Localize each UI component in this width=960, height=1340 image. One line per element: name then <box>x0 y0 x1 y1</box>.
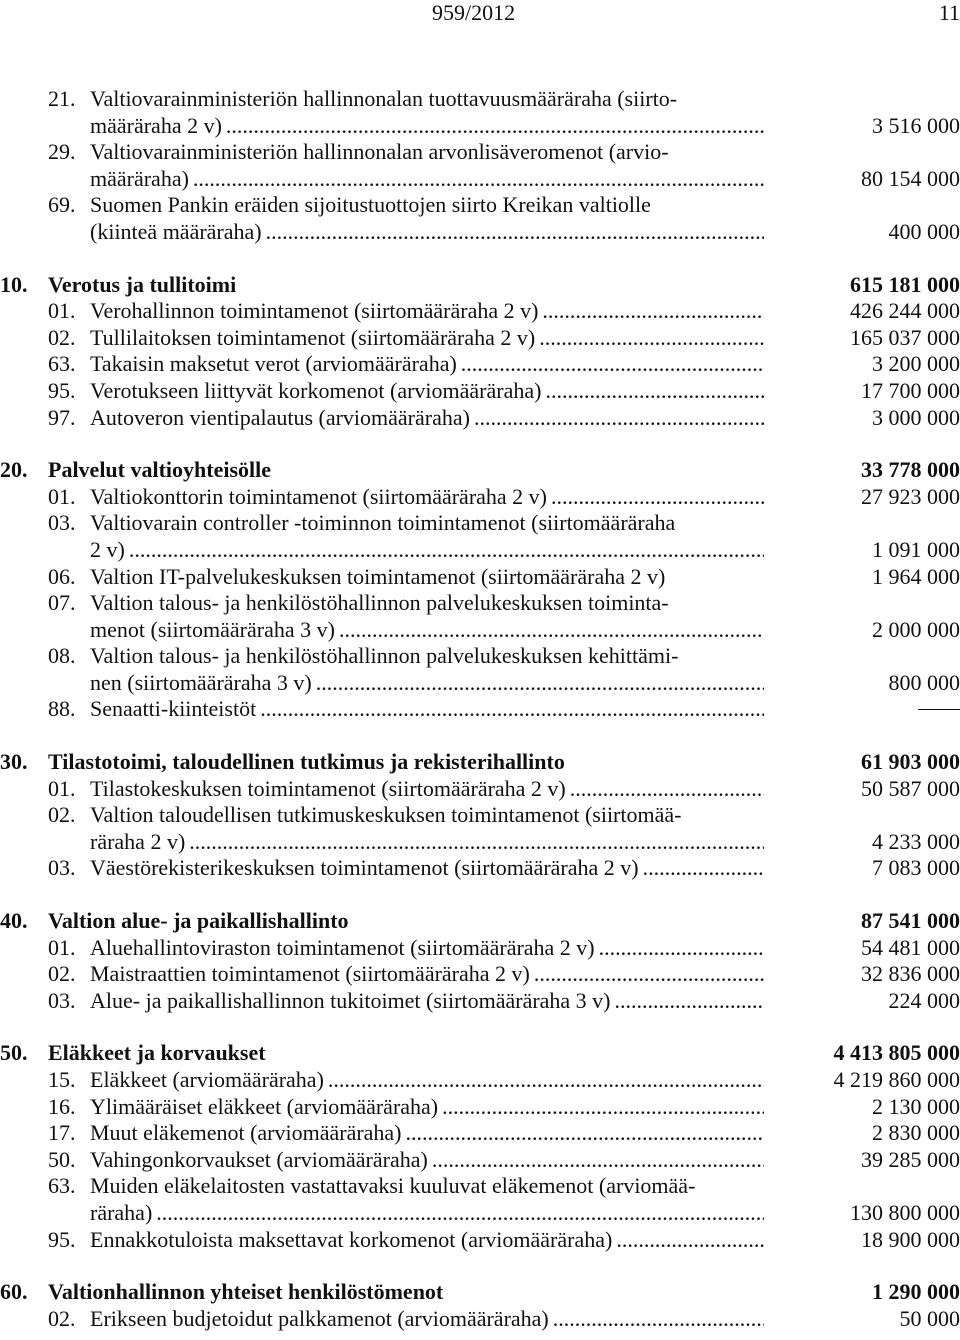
item-code: 63. <box>48 351 76 377</box>
item-text: Verohallinnon toimintamenot (siirtomääräraha 2 v) <box>90 298 539 324</box>
item-amount: 224 000 <box>888 987 960 1013</box>
item-text: Muiden eläkelaitosten vastattavaksi kuuluvat eläkemenot (arviomää- <box>90 1173 696 1199</box>
item-text-with-leader <box>90 696 764 723</box>
dot-leader <box>553 1306 764 1333</box>
item-text-with-leader <box>90 1120 764 1147</box>
dot-leader <box>542 298 764 325</box>
section-spacer <box>0 882 960 908</box>
item-text-with-leader <box>90 988 764 1015</box>
section-heading <box>0 1040 960 1067</box>
document-number: 959/2012 <box>432 0 516 25</box>
section-heading <box>0 908 960 935</box>
item-text-with-leader <box>90 1094 764 1121</box>
section-spacer <box>0 723 960 749</box>
dot-leader <box>442 1094 764 1121</box>
section-spacer <box>0 431 960 457</box>
dot-leader <box>156 1200 764 1227</box>
item-code: 50. <box>48 1146 76 1172</box>
item-text: Muut eläkemenot (arviomääräraha) <box>90 1120 402 1146</box>
section-heading <box>0 457 960 484</box>
section-heading <box>0 749 960 776</box>
item-amount: 2 000 000 <box>872 616 960 642</box>
item-text-with-leader <box>90 378 764 405</box>
section-spacer <box>0 246 960 272</box>
budget-item-line <box>0 670 960 697</box>
item-code: 21. <box>48 86 76 111</box>
item-code: 02. <box>48 324 76 350</box>
budget-item-line <box>0 219 960 246</box>
item-text-with-leader <box>90 1227 764 1254</box>
item-code: 16. <box>48 1093 76 1119</box>
budget-item-line <box>0 988 960 1015</box>
budget-item-line <box>0 351 960 378</box>
dot-leader <box>328 1067 764 1094</box>
dot-leader <box>129 537 764 564</box>
budget-item-line <box>0 1067 960 1094</box>
item-code: 03. <box>48 510 76 536</box>
dot-leader <box>615 988 764 1015</box>
item-code: 15. <box>48 1067 76 1092</box>
budget-item-line <box>0 1147 960 1174</box>
section-amount: 33 778 000 <box>861 457 960 483</box>
section-heading <box>0 272 960 299</box>
item-code: 06. <box>48 563 76 589</box>
budget-item-line <box>0 537 960 564</box>
item-text: Takaisin maksetut verot (arviomääräraha) <box>90 351 457 377</box>
dot-leader <box>316 670 764 697</box>
budget-item-line <box>0 935 960 962</box>
budget-item-line <box>0 1306 960 1333</box>
dot-leader <box>539 325 764 352</box>
item-text-with-leader <box>90 670 764 697</box>
item-amount: 1 964 000 <box>872 563 960 589</box>
budget-item-line <box>0 166 960 193</box>
budget-item-line <box>0 484 960 511</box>
item-text: Valtion taloudellisen tutkimuskeskuksen toimintamenot (siirtomää- <box>90 802 682 828</box>
item-code: 01. <box>48 775 76 801</box>
item-text: Ennakkotuloista maksettavat korkomenot (arviomääräraha) <box>90 1226 613 1252</box>
item-text: Väestörekisterikeskuksen toimintamenot (siirtomääräraha 2 v) <box>90 855 639 881</box>
budget-table <box>0 86 960 1332</box>
item-text: Valtiovarain controller -toiminnon toimintamenot (siirtomääräraha <box>90 510 676 536</box>
section-title: Eläkkeet ja korvaukset <box>48 1040 266 1066</box>
item-text: Valtiokonttorin toimintamenot (siirtomääräraha 2 v) <box>90 483 547 509</box>
item-text: Suomen Pankin eräiden sijoitustuottojen siirto Kreikan valtiolle <box>90 192 651 218</box>
budget-item-line <box>0 696 960 723</box>
dot-leader <box>260 696 764 723</box>
budget-item-line <box>0 510 960 537</box>
budget-item-line <box>0 802 960 829</box>
item-code: 95. <box>48 377 76 403</box>
item-amount: 1 091 000 <box>872 536 960 562</box>
item-text-with-leader <box>90 351 764 378</box>
item-text: Valtion talous- ja henkilöstöhallinnon palvelukeskuksen toiminta- <box>90 590 669 616</box>
item-code: 07. <box>48 590 76 616</box>
item-text: Erikseen budjetoidut palkkamenot (arviomääräraha) <box>90 1305 549 1331</box>
section-title: Valtionhallinnon yhteiset henkilöstömenot <box>48 1279 444 1305</box>
item-amount: 130 800 000 <box>850 1199 960 1225</box>
item-text: nen (siirtomääräraha 3 v) <box>90 669 312 695</box>
item-code: 97. <box>48 404 76 430</box>
item-text-with-leader <box>90 935 764 962</box>
item-code: 29. <box>48 139 76 165</box>
item-text: (kiinteä määräraha) <box>90 218 262 244</box>
item-text: Verotukseen liittyvät korkomenot (arviomääräraha) <box>90 377 542 403</box>
dot-leader <box>570 776 764 803</box>
item-amount: 3 200 000 <box>872 351 960 377</box>
dot-leader <box>534 961 764 988</box>
item-text-with-leader <box>90 961 764 988</box>
section-title: Tilastotoimi, taloudellinen tutkimus ja rekisterihallinto <box>48 749 565 775</box>
item-amount: 4 219 860 000 <box>833 1067 960 1092</box>
item-text: Valtion IT-palvelukeskuksen toimintamenot (siirtomääräraha 2 v) <box>90 563 666 589</box>
dot-leader <box>643 855 764 882</box>
budget-item-line <box>0 855 960 882</box>
item-text: 2 v) <box>90 536 125 562</box>
item-amount: 2 830 000 <box>872 1120 960 1146</box>
item-text: menot (siirtomääräraha 3 v) <box>90 616 335 642</box>
budget-item-line <box>0 590 960 617</box>
item-text-with-leader <box>90 1306 764 1333</box>
budget-item-line <box>0 617 960 644</box>
item-code: 02. <box>48 802 76 828</box>
item-code: 63. <box>48 1173 76 1199</box>
dot-leader <box>406 1120 764 1147</box>
dot-leader <box>432 1147 764 1174</box>
item-text: Ylimääräiset eläkkeet (arviomääräraha) <box>90 1093 439 1119</box>
section-code: 10. <box>0 271 28 297</box>
section-code: 20. <box>0 457 28 483</box>
dot-leader <box>599 935 764 962</box>
item-code: 88. <box>48 696 76 722</box>
budget-item-line <box>0 961 960 988</box>
item-text-with-leader <box>90 219 764 246</box>
section-code: 30. <box>0 749 28 775</box>
no-amount-dash <box>918 709 960 710</box>
item-text: määräraha 2 v) <box>90 112 222 138</box>
budget-item-line <box>0 86 960 113</box>
section-title: Verotus ja tullitoimi <box>48 271 237 297</box>
item-text: Vahingonkorvaukset (arviomääräraha) <box>90 1146 428 1172</box>
item-amount: 426 244 000 <box>850 298 960 324</box>
budget-item-line <box>0 829 960 856</box>
item-amount: 54 481 000 <box>861 934 960 960</box>
item-text-with-leader <box>90 855 764 882</box>
item-text: Maistraattien toimintamenot (siirtomääräraha 2 v) <box>90 961 530 987</box>
section-amount: 615 181 000 <box>850 271 960 297</box>
item-amount: 32 836 000 <box>861 961 960 987</box>
item-text: Valtiovarainministeriön hallinnonalan arvonlisäveromenot (arvio- <box>90 139 669 165</box>
dot-leader <box>474 405 764 432</box>
item-text-with-leader <box>90 484 764 511</box>
item-text: Eläkkeet (arviomääräraha) <box>90 1067 324 1092</box>
page-number: 11 <box>938 0 960 25</box>
item-text: Alue- ja paikallishallinnon tukitoimet (siirtomääräraha 3 v) <box>90 987 611 1013</box>
item-amount: 400 000 <box>888 218 960 244</box>
item-amount: 39 285 000 <box>861 1146 960 1172</box>
item-code: 17. <box>48 1120 76 1146</box>
dot-leader <box>616 1227 764 1254</box>
item-code: 01. <box>48 934 76 960</box>
dot-leader <box>226 113 764 140</box>
item-text: räraha 2 v) <box>90 828 186 854</box>
item-text: Autoveron vientipalautus (arviomääräraha) <box>90 404 470 430</box>
item-amount: 2 130 000 <box>872 1093 960 1119</box>
dot-leader <box>339 617 764 644</box>
item-text-with-leader <box>90 537 764 564</box>
item-text: Valtiovarainministeriön hallinnonalan tuottavuusmääräraha (siirto- <box>90 86 678 111</box>
section-code: 40. <box>0 908 28 934</box>
dot-leader <box>189 829 764 856</box>
section-amount: 1 290 000 <box>872 1279 960 1305</box>
item-amount: 17 700 000 <box>861 377 960 403</box>
item-amount: 80 154 000 <box>861 165 960 191</box>
budget-item-line <box>0 776 960 803</box>
item-text: Tilastokeskuksen toimintamenot (siirtomääräraha 2 v) <box>90 775 566 801</box>
item-text-with-leader <box>90 617 764 644</box>
budget-item-line <box>0 1200 960 1227</box>
item-text: Senaatti-kiinteistöt <box>90 696 257 722</box>
item-code: 95. <box>48 1226 76 1252</box>
dot-leader <box>266 219 764 246</box>
budget-item-line <box>0 1120 960 1147</box>
budget-item-line <box>0 192 960 219</box>
budget-item-line <box>0 1227 960 1254</box>
item-code: 03. <box>48 855 76 881</box>
dot-leader <box>461 351 764 378</box>
section-heading <box>0 1279 960 1306</box>
budget-item-line <box>0 325 960 352</box>
item-amount: 27 923 000 <box>861 483 960 509</box>
section-amount: 87 541 000 <box>861 908 960 934</box>
section-spacer <box>0 1014 960 1040</box>
section-title: Valtion alue- ja paikallishallinto <box>48 908 349 934</box>
budget-item-line <box>0 139 960 166</box>
item-amount: 50 000 <box>899 1305 960 1331</box>
dot-leader <box>193 166 764 193</box>
item-amount: 3 000 000 <box>872 404 960 430</box>
item-text: Valtion talous- ja henkilöstöhallinnon palvelukeskuksen kehittämi- <box>90 643 679 669</box>
budget-item-line <box>0 1173 960 1200</box>
budget-item-line <box>0 378 960 405</box>
section-spacer <box>0 1253 960 1279</box>
page-header <box>0 0 960 30</box>
item-code: 01. <box>48 298 76 324</box>
dot-leader <box>551 484 764 511</box>
item-code: 02. <box>48 961 76 987</box>
item-text-with-leader <box>90 1067 764 1094</box>
item-text-with-leader <box>90 405 764 432</box>
item-code: 02. <box>48 1305 76 1331</box>
item-code: 03. <box>48 987 76 1013</box>
item-text: määräraha) <box>90 165 189 191</box>
item-code: 01. <box>48 483 76 509</box>
item-text-with-leader <box>90 829 764 856</box>
item-amount: 3 516 000 <box>872 112 960 138</box>
section-code: 60. <box>0 1279 28 1305</box>
budget-item-line <box>0 643 960 670</box>
section-amount: 61 903 000 <box>861 749 960 775</box>
item-amount: 165 037 000 <box>850 324 960 350</box>
budget-item-line <box>0 405 960 432</box>
item-text: Tullilaitoksen toimintamenot (siirtomääräraha 2 v) <box>90 324 536 350</box>
item-text-with-leader <box>90 298 764 325</box>
budget-item-line <box>0 564 960 591</box>
item-text-with-leader <box>90 776 764 803</box>
item-code: 08. <box>48 643 76 669</box>
item-text-with-leader <box>90 325 764 352</box>
item-text: räraha) <box>90 1199 153 1225</box>
budget-item-line <box>0 113 960 140</box>
budget-item-line <box>0 1094 960 1121</box>
item-amount: 4 233 000 <box>872 828 960 854</box>
section-title: Palvelut valtioyhteisölle <box>48 457 272 483</box>
item-text-with-leader <box>90 113 764 140</box>
budget-item-line <box>0 298 960 325</box>
item-amount: 18 900 000 <box>861 1226 960 1252</box>
item-text: Aluehallintoviraston toimintamenot (siirtomääräraha 2 v) <box>90 934 595 960</box>
item-text-with-leader <box>90 166 764 193</box>
section-code: 50. <box>0 1040 28 1066</box>
item-amount: 7 083 000 <box>872 855 960 881</box>
item-text-with-leader <box>90 1200 764 1227</box>
item-amount: 800 000 <box>888 669 960 695</box>
item-text-with-leader <box>90 1147 764 1174</box>
item-amount: 50 587 000 <box>861 775 960 801</box>
dot-leader <box>545 378 764 405</box>
section-amount: 4 413 805 000 <box>833 1040 960 1066</box>
item-code: 69. <box>48 192 76 218</box>
